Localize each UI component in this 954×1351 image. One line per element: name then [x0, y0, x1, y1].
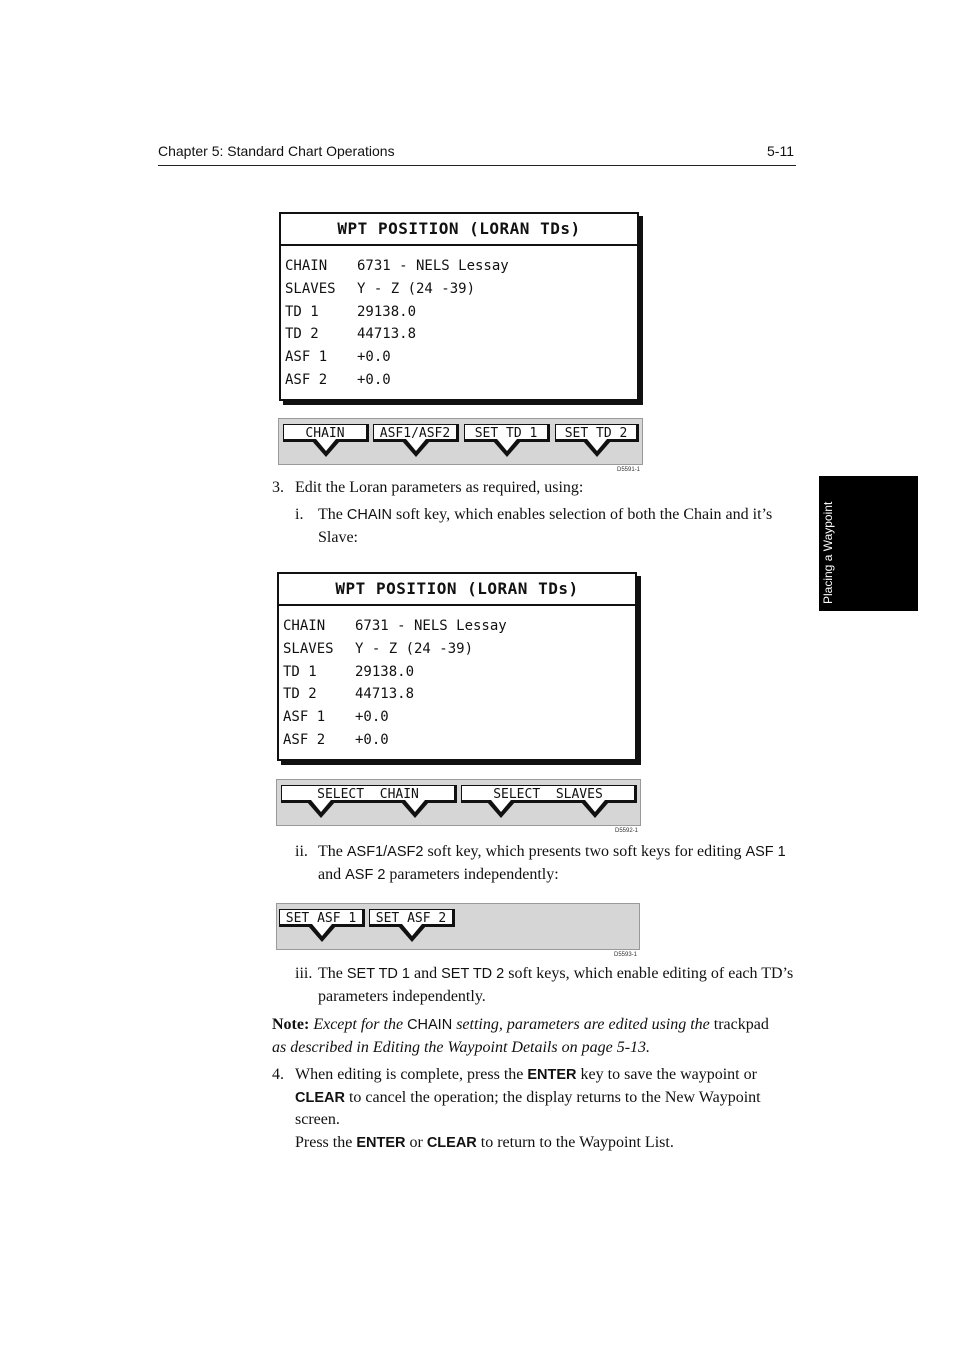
- screen-row: CHAIN 6731 - NELS Lessay: [283, 618, 507, 634]
- screen-row: ASF 1 +0.0: [285, 349, 391, 366]
- softkey-select-chain[interactable]: SELECT CHAIN: [281, 785, 457, 803]
- softkey-asf1-asf2[interactable]: ASF1/ASF2: [373, 424, 459, 442]
- enter-key-label: ENTER: [527, 1067, 577, 1083]
- screen-row: TD 1 29138.0: [283, 663, 415, 680]
- softkey-strip-1: [278, 418, 643, 473]
- screen-row: SLAVES Y - Z (24 -39): [285, 280, 476, 297]
- page-number: 5-11: [767, 143, 794, 159]
- softkey-arrow-icon: [402, 441, 430, 457]
- section-tab-label: Placing a Waypoint: [821, 501, 835, 604]
- figure-code: D5592-1: [614, 828, 638, 834]
- screen-row: CHAIN 6731 - NELS Lessay: [285, 258, 509, 274]
- chapter-title: Chapter 5: Standard Chart Operations: [158, 143, 395, 159]
- lcd-screen-2: [277, 572, 637, 761]
- step-4: 4. When editing is complete, press the ENTER key to save the waypoint or CLEAR to cancel the operation; the display returns to the New Waypoint screen. Press the ENTER or CLEAR to return to the Waypoint List.: [272, 1066, 761, 1151]
- step-3-iii: iii. The SET TD 1 and SET TD 2 soft keys, which enable editing of each TD’s parameters independently.: [295, 965, 794, 1005]
- softkey-strip-2: [276, 779, 641, 834]
- clear-key-label: CLEAR: [295, 1089, 345, 1106]
- screen-row: ASF 1 +0.0: [283, 709, 389, 726]
- lcd-screen-1: [279, 212, 639, 401]
- screen-row: TD 2 44713.8: [285, 326, 417, 343]
- step-3-i: i. The CHAIN soft key, which enables selection of both the Chain and it’s Slave:: [295, 506, 773, 546]
- softkey-arrow-icon: [308, 926, 336, 942]
- softkey-arrow-icon: [398, 926, 426, 942]
- softkey-set-asf1[interactable]: SET ASF 1: [279, 909, 365, 927]
- softkey-arrow-icon: [401, 802, 429, 818]
- softkey-arrow-icon: [307, 802, 335, 818]
- screen-row: ASF 2 +0.0: [283, 731, 389, 748]
- softkey-set-td2[interactable]: SET TD 2: [555, 424, 639, 442]
- figure-code: D5591-1: [616, 467, 640, 473]
- section-tab: [819, 476, 918, 611]
- softkey-arrow-icon: [493, 441, 521, 457]
- step-3: 3. Edit the Loran parameters as required, using:: [272, 479, 584, 496]
- softkey-arrow-icon: [583, 441, 611, 457]
- softkey-arrow-icon: [581, 802, 609, 818]
- softkey-arrow-icon: [487, 802, 515, 818]
- screen-title: WPT POSITION (LORAN TDs): [279, 574, 635, 606]
- screen-row: TD 2 44713.8: [283, 686, 415, 703]
- softkey-arrow-icon: [312, 441, 340, 457]
- screen-title: WPT POSITION (LORAN TDs): [281, 214, 637, 246]
- figure-code: D5593-1: [613, 952, 637, 958]
- page-header: [158, 141, 796, 166]
- screen-row: TD 1 29138.0: [285, 303, 417, 320]
- note: Note: Except for the CHAIN setting, parameters are edited using the trackpad as described in Editing the Waypoint Details on page 5-13.: [272, 1016, 769, 1056]
- softkey-chain[interactable]: CHAIN: [283, 424, 369, 442]
- screen-row: SLAVES Y - Z (24 -39): [283, 640, 474, 657]
- softkey-set-asf2[interactable]: SET ASF 2: [369, 909, 455, 927]
- softkey-select-slaves[interactable]: SELECT SLAVES: [461, 785, 637, 803]
- step-3-ii: ii. The ASF1/ASF2 soft key, which presents two soft keys for editing ASF 1 and ASF 2 parameters independently:: [295, 843, 786, 883]
- softkey-strip-3: [276, 903, 640, 958]
- screen-row: ASF 2 +0.0: [285, 371, 391, 388]
- softkey-set-td1[interactable]: SET TD 1: [464, 424, 550, 442]
